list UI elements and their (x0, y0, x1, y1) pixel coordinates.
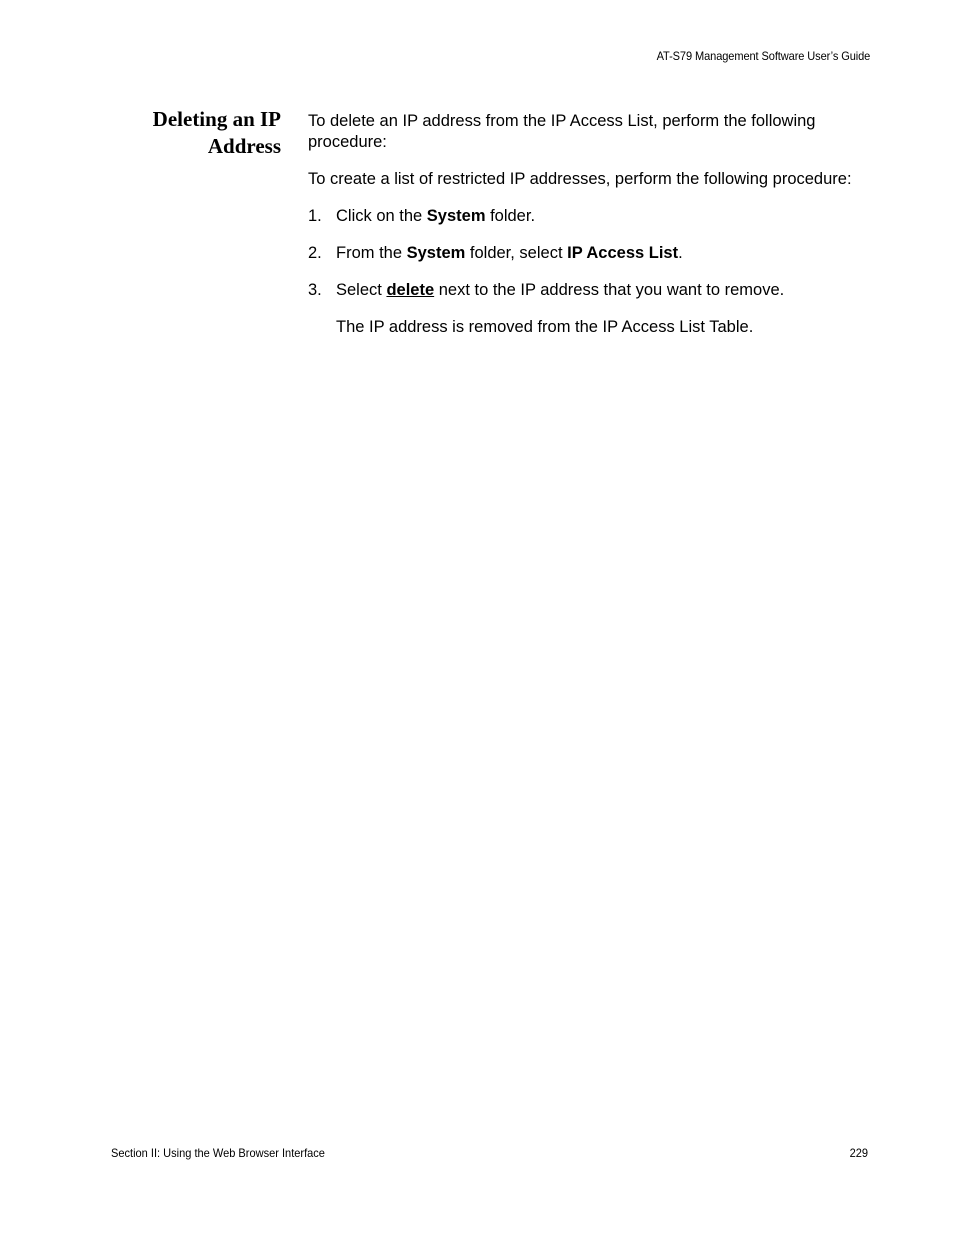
step-text (336, 243, 683, 264)
procedure-steps (308, 206, 878, 301)
step-text-part: folder. (485, 207, 536, 225)
step-number: 1. (308, 207, 322, 225)
result-text: The IP address is removed from the IP Access List Table. (336, 318, 754, 336)
step-number: 3. (308, 281, 322, 299)
intro-paragraph-2: To create a list of restricted IP addresses, perform the following procedure: (308, 170, 852, 188)
step-item (308, 206, 878, 227)
footer-page-number: 229 (849, 1146, 868, 1160)
step-text (336, 206, 535, 227)
step-item (308, 243, 878, 264)
step-text-part: folder, select (465, 244, 568, 262)
body-column (308, 111, 878, 338)
step-text-part: Click on the (336, 207, 427, 225)
step-text-part: From the (336, 244, 407, 262)
footer-section-label: Section II: Using the Web Browser Interface (111, 1146, 325, 1160)
step-text-part: Select (336, 281, 387, 299)
section-heading-line1: Deleting an IP (152, 107, 281, 131)
step-bold-term: IP Access List (567, 244, 679, 262)
step-text (336, 280, 784, 301)
step-bold-term: System (406, 244, 466, 262)
step-text-part: next to the IP address that you want to remove. (434, 281, 785, 299)
section-heading (110, 106, 281, 160)
running-header: AT-S79 Management Software User’s Guide (656, 49, 870, 63)
step-text-part: . (678, 244, 683, 262)
section-heading-line2: Address (207, 134, 281, 158)
step-number: 2. (308, 244, 322, 262)
delete-link[interactable]: delete (386, 281, 435, 299)
intro-paragraph: To delete an IP address from the IP Access List, perform the following procedure: (308, 112, 816, 151)
step-item (308, 280, 878, 301)
step-bold-term: System (426, 207, 486, 225)
